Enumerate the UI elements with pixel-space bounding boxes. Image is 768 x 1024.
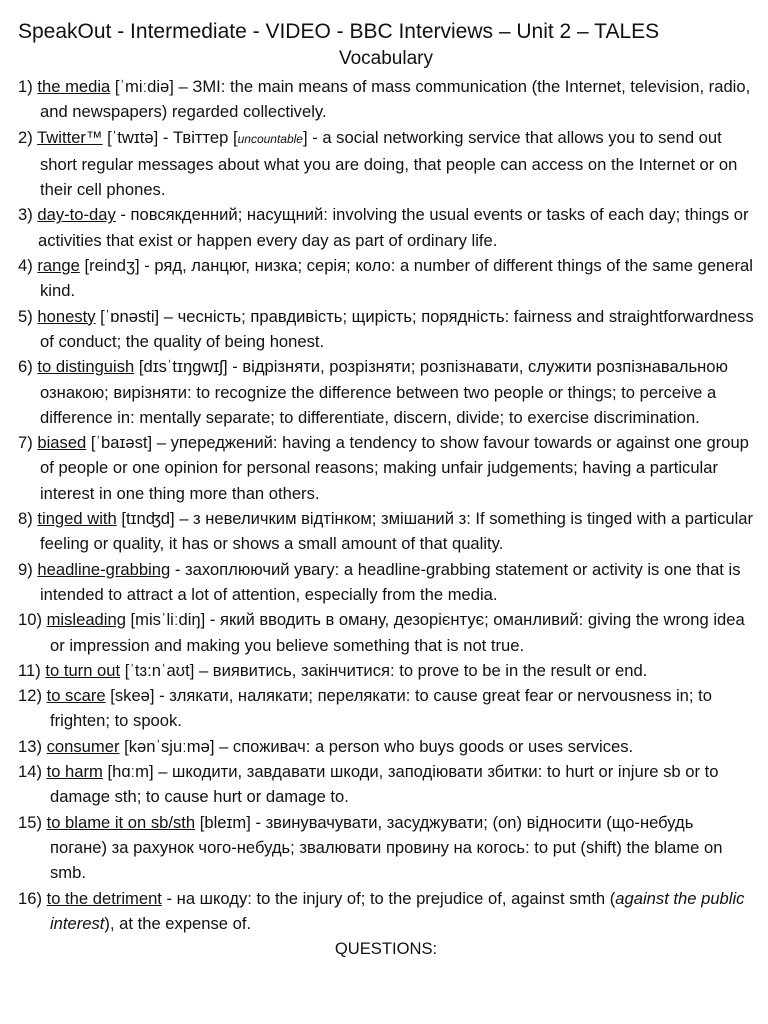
entry-number: 6) (18, 357, 33, 377)
vocab-term: to turn out (45, 660, 121, 680)
entry-definition: - захоплюючий увагу: a headline-grabbing statement or activity is one that is intended to attract a lot of attention, especially from the media. (40, 559, 741, 604)
entry-body (18, 430, 754, 506)
entry-definition: [kənˈsjuːmə] – споживач: a person who buys goods or uses services. (119, 736, 634, 756)
entry-definition-tail: ), at the expense of. (104, 913, 252, 933)
entry-number: 7) (18, 433, 33, 453)
document-title: SpeakOut - Intermediate - VIDEO - BBC Interviews – Unit 2 – TALES (18, 20, 660, 43)
vocab-term: misleading (46, 610, 126, 630)
entry-definition: [bleɪm] - звинувачувати, засуджувати; (on) відносити (що-небудь погане) за рахунок чого-небудь; звалювати провину на когось: to put (shift) the blame on smb. (50, 812, 723, 883)
vocab-entry (18, 430, 754, 506)
entry-definition: - на шкоду: to the injury of; to the prejudice of, against smth ( (161, 888, 616, 908)
entry-number: 10) (18, 610, 42, 630)
entry-definition: [ˈtwɪtə] - Твіттер [ (102, 127, 238, 147)
entry-note: uncountable (237, 131, 303, 146)
entry-number: 4) (18, 256, 33, 276)
vocab-term: Twitter™ (37, 127, 103, 147)
entry-number: 8) (18, 509, 33, 529)
entry-body (18, 506, 754, 557)
vocab-entry (18, 607, 754, 658)
vocab-term: day-to-day (37, 205, 116, 225)
entry-number: 13) (18, 736, 42, 756)
vocab-entry (18, 810, 754, 886)
entry-definition: [misˈliːdiŋ] - який вводить в оману, дезорієнтує; оманливий: giving the wrong idea or impression and making you believe something that is not true. (50, 610, 745, 655)
vocab-term: the media (37, 77, 111, 96)
entry-definition: [ˈɒnəsti] – чесність; правдивість; щирість; порядність: fairness and straightforwardness of conduct; the quality of being honest. (40, 306, 754, 351)
entry-body (18, 74, 754, 125)
entry-definition: [ˈmiːdiə] – ЗМІ: the main means of mass communication (the Internet, television, radio, and newspapers) regarded collectively. (40, 77, 751, 122)
section-heading-questions: QUESTIONS: (334, 939, 438, 959)
entry-body (18, 557, 754, 608)
vocab-entry (18, 304, 754, 355)
entry-number: 15) (18, 812, 42, 832)
vocab-entry (18, 759, 754, 810)
entry-number: 1) (18, 77, 33, 96)
vocab-entry (18, 734, 754, 759)
vocab-entry (18, 506, 754, 557)
entry-body (18, 607, 754, 658)
vocab-entry (18, 658, 754, 683)
entry-body (18, 304, 754, 355)
vocab-term: headline-grabbing (37, 559, 171, 579)
vocab-term: to scare (46, 686, 106, 706)
section-heading-vocabulary: Vocabulary (338, 48, 433, 69)
entry-body (18, 683, 754, 734)
entry-definition: [ˈtɜ:nˈaʊt] – виявитись, закінчитися: to prove to be in the result or end. (120, 660, 648, 680)
vocab-term: tinged with (37, 509, 117, 529)
entry-definition: [tɪnʤd] – з невеличким відтінком; змішаний з: If something is tinged with a particular feeling or quality, it has or shows a small amount of that quality. (40, 509, 754, 554)
entry-body (18, 810, 754, 886)
entry-body (18, 125, 754, 203)
vocab-entry (18, 683, 754, 734)
entry-body (18, 354, 754, 430)
entry-body (18, 759, 754, 810)
vocab-entry (18, 125, 754, 203)
vocab-entry (18, 74, 754, 125)
vocab-term: biased (37, 433, 87, 453)
entry-definition: [skeə] - злякати, налякати; перелякати: to cause great fear or nervousness in; to frighten; to spook. (50, 686, 712, 731)
entry-definition: [hɑːm] – шкодити, завдавати шкоди, заподіювати збитки: to hurt or injure sb or to damage sth; to cause hurt or damage to. (50, 762, 719, 807)
entry-body (18, 202, 754, 253)
entry-definition-tail: ] - a social networking service that allows you to send out short regular messages about what you are doing, that people can access on the Internet or on their cell phones. (40, 127, 738, 200)
entry-body (18, 734, 754, 759)
entry-number: 16) (18, 888, 42, 908)
entry-definition: [ˈbaɪəst] – упереджений: having a tendency to show favour towards or against one group of people or one opinion for personal reasons; making unfair judgements; having a particular interest in one thing more than others. (40, 433, 749, 503)
entry-body (18, 658, 754, 683)
vocab-entry (18, 354, 754, 430)
vocab-term: to the detriment (46, 888, 162, 908)
vocab-term: to distinguish (37, 357, 135, 377)
vocabulary-list (18, 74, 754, 936)
vocab-term: to harm (46, 762, 103, 782)
vocab-entry (18, 557, 754, 608)
vocab-entry (18, 202, 754, 253)
vocab-term: consumer (46, 736, 120, 756)
entry-definition: - повсякденний; насущний: involving the usual events or tasks of each day; things or activities that exist or happen every day as part of ordinary life. (38, 205, 749, 250)
entry-number: 12) (18, 686, 42, 706)
entry-definition: [reindʒ] - ряд, ланцюг, низка; серія; коло: a number of different things of the same general kind. (40, 256, 753, 301)
vocab-term: honesty (37, 306, 96, 326)
vocab-term: to blame it on sb/sth (46, 812, 196, 832)
entry-number: 3) (18, 205, 33, 225)
entry-number: 5) (18, 306, 33, 326)
entry-note: against the public interest (50, 888, 745, 933)
vocab-entry (18, 253, 754, 304)
entry-number: 14) (18, 762, 42, 782)
entry-definition: [dɪsˈtɪŋgwɪʃ] - відрізняти, розрізняти; розпізнавати, служити розпізнавальною ознакою; вирізняти: to recognize the difference between two people or things; to perceive a difference in: mentally separate; to differentiate, discern, divide; to exercise discrimination. (40, 357, 728, 427)
entry-body (18, 886, 754, 937)
entry-number: 2) (18, 127, 33, 147)
vocab-term: range (37, 256, 80, 276)
entry-number: 9) (18, 559, 33, 579)
vocab-entry (18, 886, 754, 937)
entry-body (18, 253, 754, 304)
entry-number: 11) (18, 660, 41, 680)
